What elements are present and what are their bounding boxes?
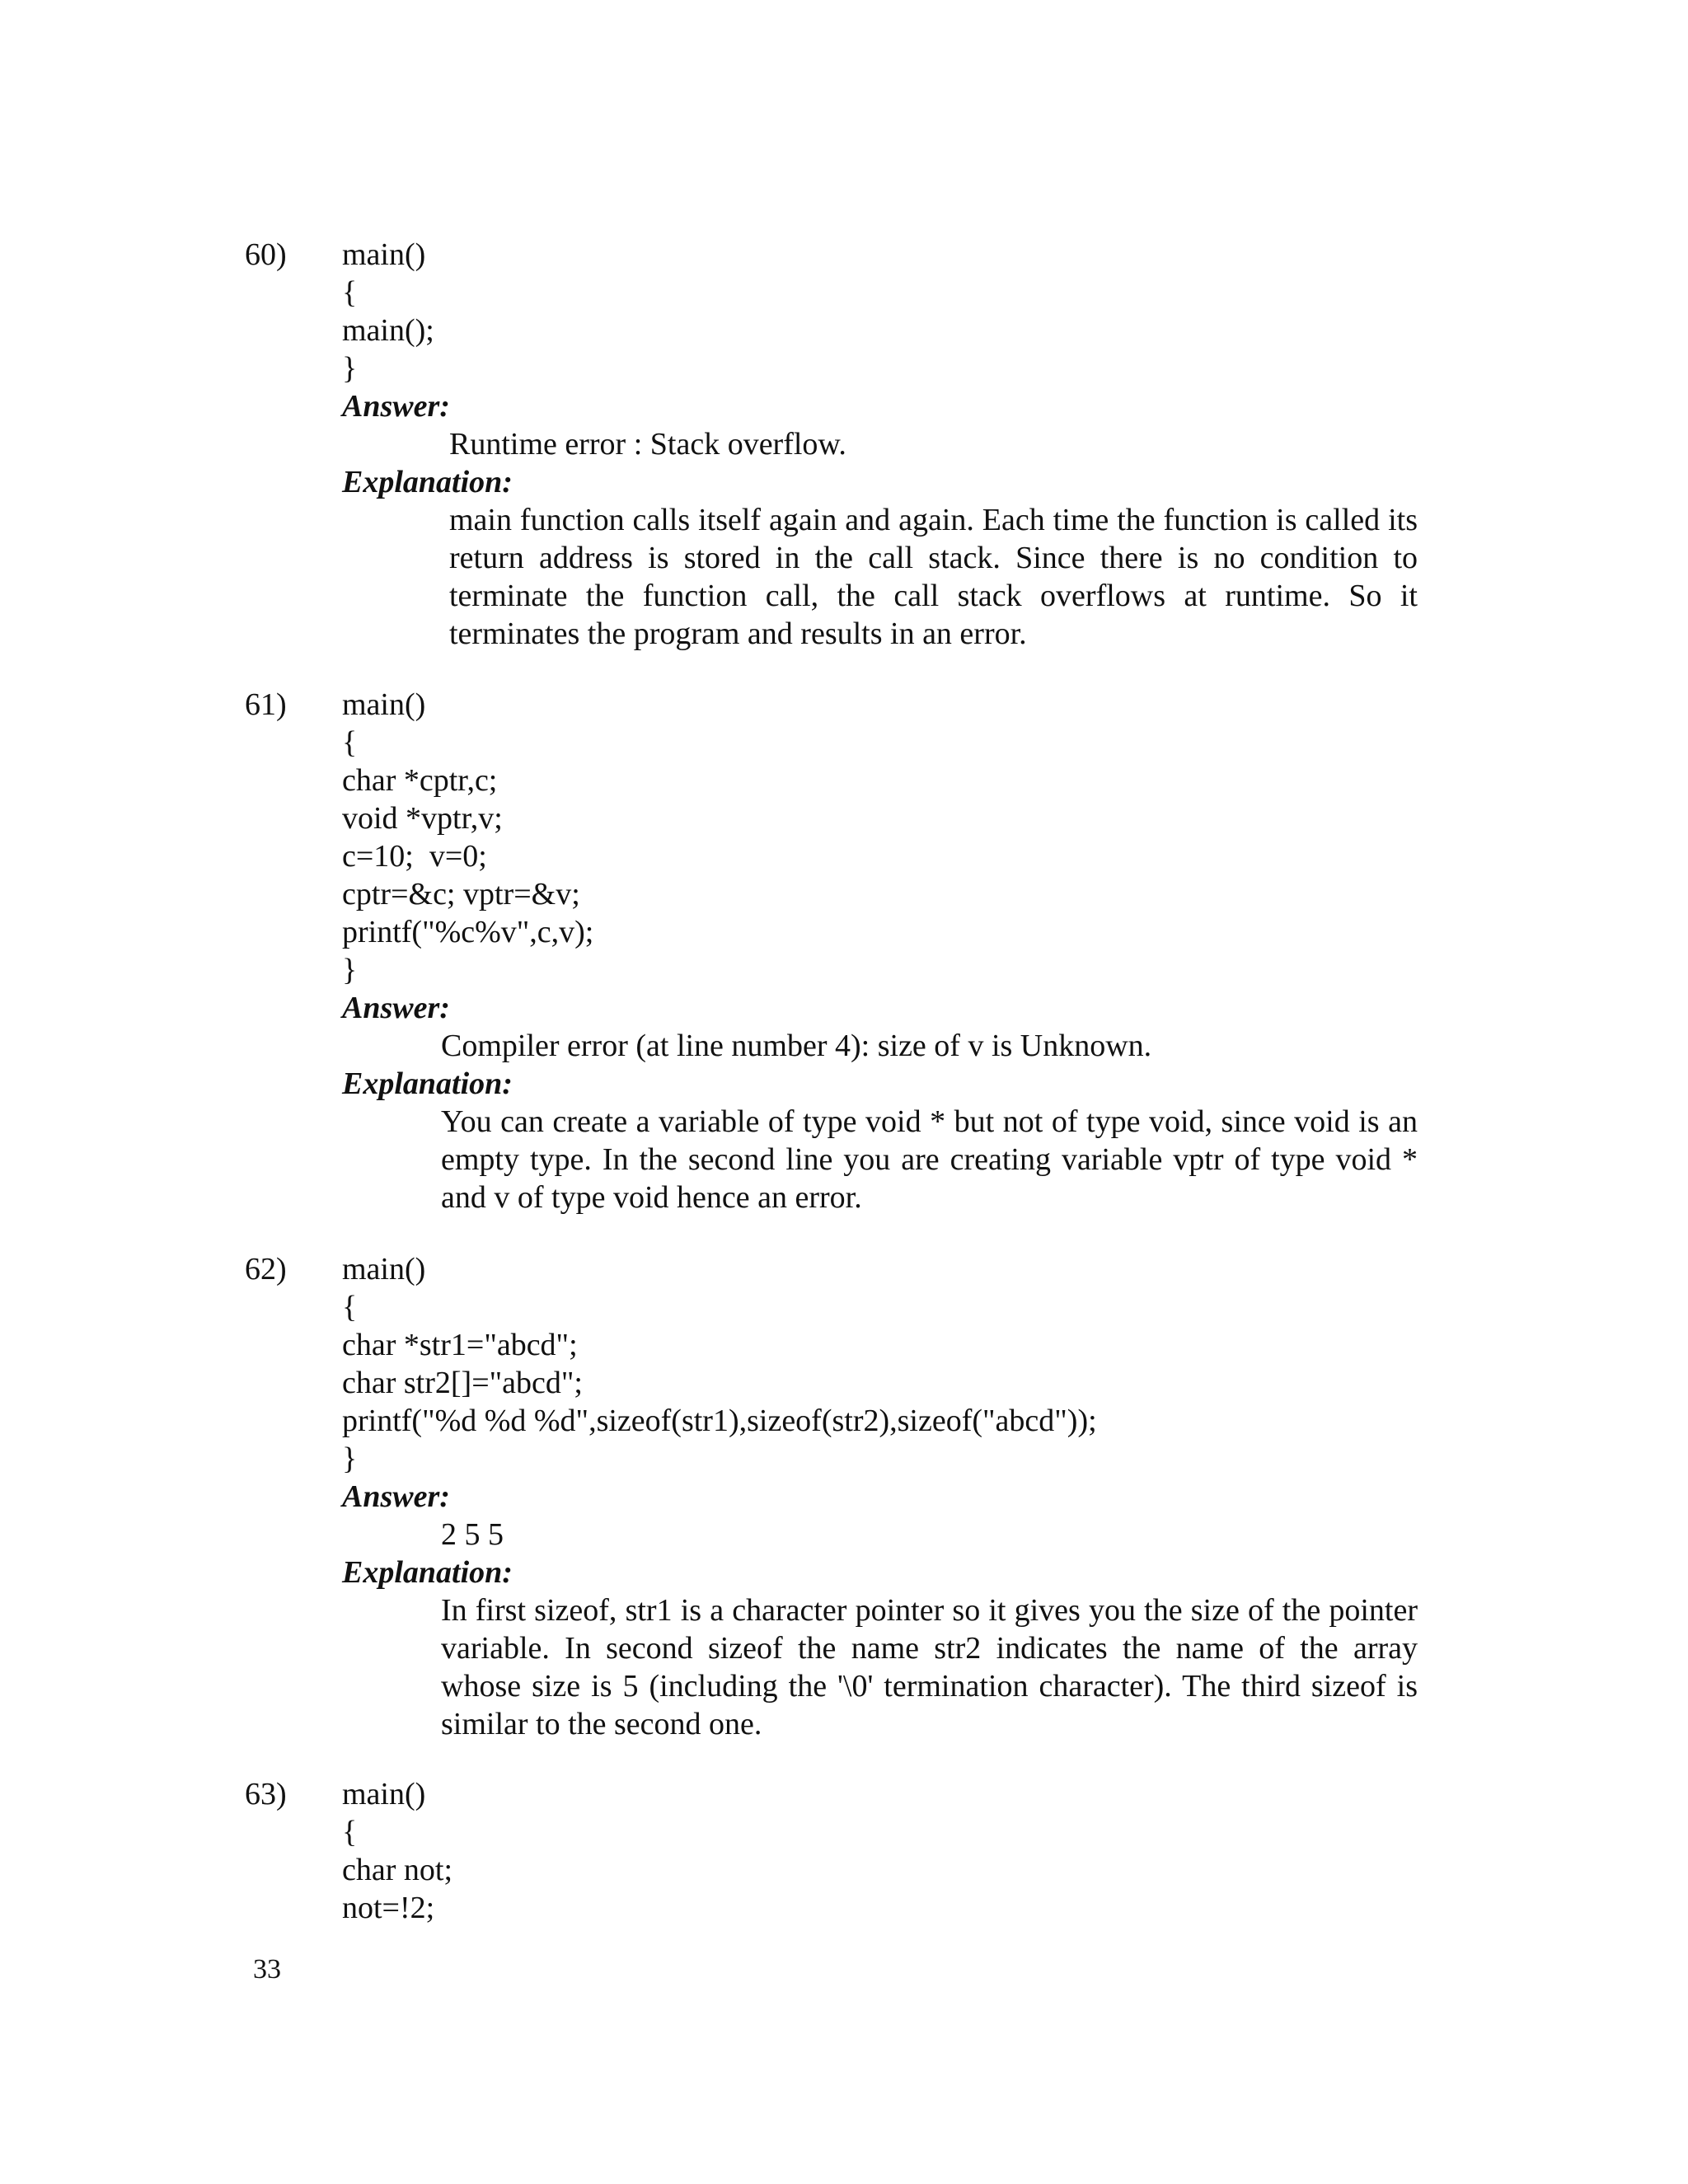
- explanation-text: In first sizeof, str1 is a character pointer so it gives you the size of the pointer variable. In second sizeof the name str2 indicates the name of the array whose size is 5 (including the '\0' termination character). The third sizeof is similar to the second one.: [441, 1593, 1418, 1741]
- question-body: [342, 686, 1422, 1216]
- code-line: main(): [342, 687, 426, 722]
- code-line: }: [342, 1441, 358, 1476]
- code-line: char *cptr,c;: [342, 763, 498, 798]
- code-line: char not;: [342, 1853, 453, 1887]
- code-line: printf("%c%v",c,v);: [342, 915, 594, 949]
- code-line: char *str1="abcd";: [342, 1328, 578, 1362]
- code-line: c=10; v=0;: [342, 839, 487, 874]
- explanation-text: main function calls itself again and again. Each time the function is called its return address is stored in the call stack. Since there is no condition to terminate the function call, the call stack overflows at runtime. So it terminates the program and results in an error.: [449, 503, 1418, 651]
- code-line: cptr=&c; vptr=&v;: [342, 877, 580, 912]
- explanation-label: Explanation:: [342, 1066, 513, 1101]
- question-number: 61): [245, 687, 287, 722]
- code-line: printf("%d %d %d",sizeof(str1),sizeof(str2),sizeof("abcd"));: [342, 1404, 1097, 1438]
- code-line: {: [342, 1290, 358, 1324]
- answer-text: Runtime error : Stack overflow.: [449, 427, 846, 462]
- answer-text: Compiler error (at line number 4): size of v is Unknown.: [441, 1029, 1152, 1063]
- code-line: {: [342, 275, 358, 310]
- question-number: 63): [245, 1777, 287, 1811]
- code-line: char str2[]="abcd";: [342, 1366, 583, 1400]
- answer-label: Answer:: [342, 389, 450, 424]
- answer-label: Answer:: [342, 1479, 450, 1514]
- code-line: main(): [342, 237, 426, 272]
- code-line: }: [342, 351, 358, 386]
- question-body: [342, 1775, 1422, 1927]
- code-line: }: [342, 953, 358, 987]
- code-line: void *vptr,v;: [342, 801, 503, 836]
- question-body: [342, 1250, 1422, 1743]
- code-line: {: [342, 1815, 358, 1849]
- code-line: main(): [342, 1252, 426, 1286]
- code-line: not=!2;: [342, 1891, 435, 1925]
- page-number: 33: [253, 1954, 281, 1985]
- code-line: {: [342, 725, 358, 760]
- code-line: main();: [342, 313, 434, 348]
- answer-text: 2 5 5: [441, 1517, 504, 1552]
- question-number: 60): [245, 237, 287, 272]
- code-line: main(): [342, 1777, 426, 1811]
- explanation-text: You can create a variable of type void * but not of type void, since void is an empty type. In the second line you are creating variable vptr of type void * and v of type void hence an error.: [441, 1104, 1418, 1215]
- explanation-label: Explanation:: [342, 465, 513, 499]
- explanation-label: Explanation:: [342, 1555, 513, 1590]
- question-body: [342, 236, 1422, 653]
- question-number: 62): [245, 1252, 287, 1286]
- answer-label: Answer:: [342, 991, 450, 1025]
